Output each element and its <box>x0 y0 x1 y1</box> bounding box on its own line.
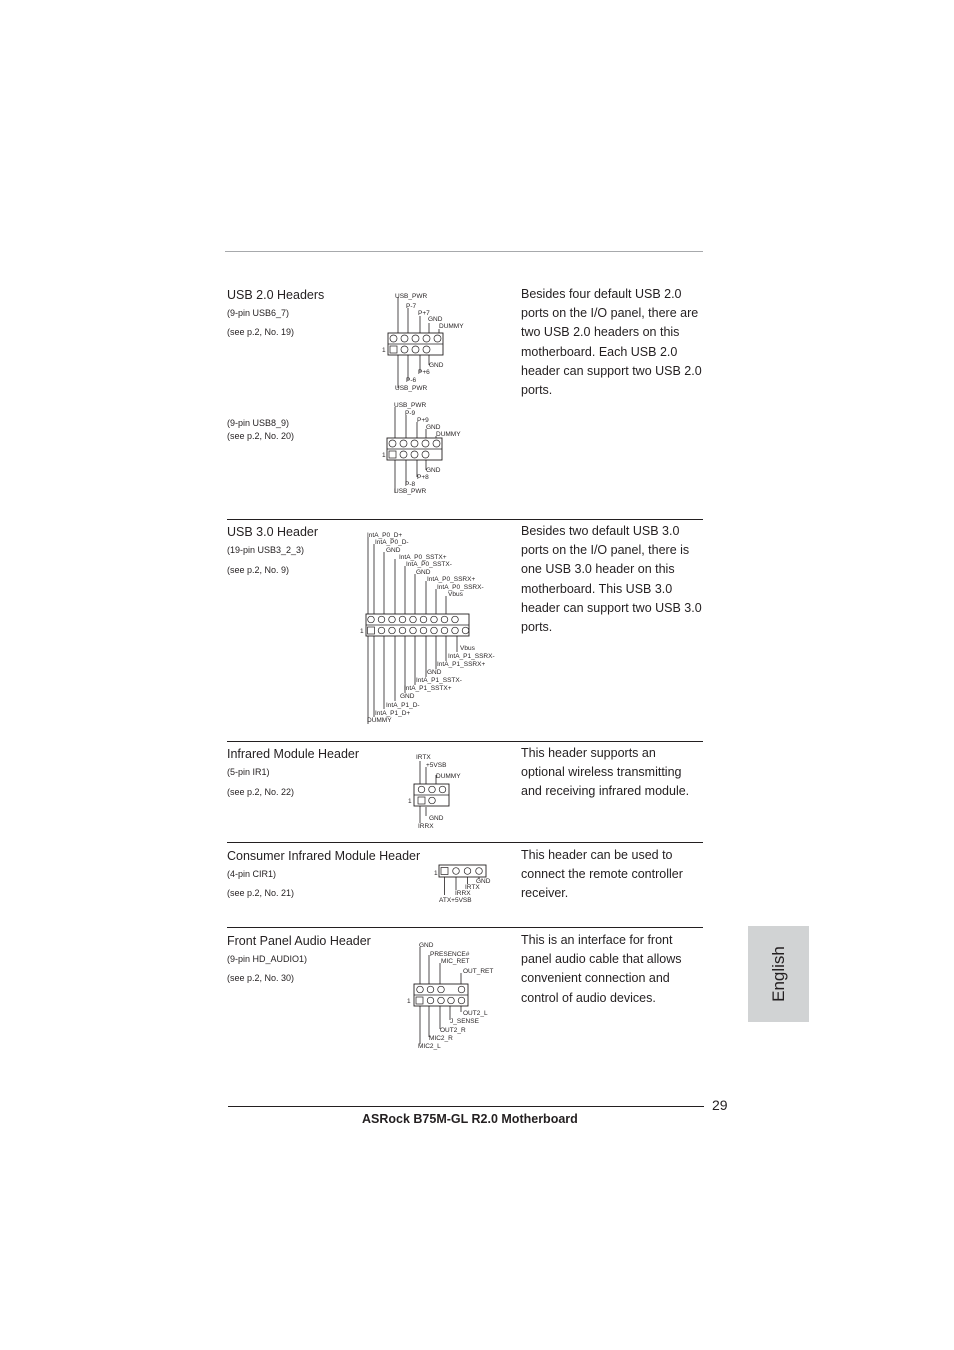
pin-label: GND <box>419 942 434 949</box>
top-rule <box>225 251 703 252</box>
section-divider <box>227 842 703 843</box>
cir-title: Consumer Infrared Module Header <box>227 849 421 863</box>
language-tab <box>748 926 809 1022</box>
desc-line: receiver. <box>521 886 569 901</box>
pin1-label: 1 <box>408 798 412 805</box>
pin-label: IntA_P1_SSTX- <box>416 677 462 684</box>
pin-label: MIC_RET <box>441 958 470 965</box>
desc-line: ports. <box>521 620 553 635</box>
pin-label: +5VSB <box>426 762 447 769</box>
pin-label: P-6 <box>406 377 417 384</box>
pin-label: IntA_P0_D+ <box>367 532 403 539</box>
pin-label: USB_PWR <box>395 385 428 392</box>
usb2-title: USB 2.0 Headers <box>227 288 325 302</box>
desc-line: control of audio devices. <box>521 990 656 1005</box>
cir-ref: (see p.2, No. 21) <box>227 888 295 898</box>
pin-label: GND <box>427 669 442 676</box>
cir-description <box>521 846 709 904</box>
pin-label: P+7 <box>418 310 430 317</box>
desc-line: ports. <box>521 383 553 398</box>
audio-description <box>521 931 709 1008</box>
usb3-sub: (19-pin USB3_2_3) <box>227 545 305 555</box>
pin-label: GND <box>426 424 441 431</box>
desc-line: two USB 2.0 headers on this <box>521 325 680 340</box>
pin-label: IRRX <box>418 823 434 830</box>
audio-pin-diagram <box>405 938 495 1053</box>
section-divider <box>227 519 703 520</box>
pin-label: OUT_RET <box>463 968 494 975</box>
desc-line: This header supports an <box>521 746 656 760</box>
desc-line: one USB 3.0 header on this <box>521 562 675 577</box>
pin-label: DUMMY <box>439 323 464 330</box>
pin-label: MIC2_R <box>429 1035 453 1042</box>
desc-line: motherboard. Each USB 2.0 <box>521 344 678 359</box>
pin-label: IntA_P1_SSTX+ <box>404 685 452 692</box>
pin-label: P-9 <box>405 410 416 417</box>
pin-label: GND <box>429 815 444 822</box>
pin-label: IRTX <box>416 754 431 761</box>
pin-label: PRESENCE# <box>430 951 470 958</box>
footer-text: ASRock B75M-GL R2.0 Motherboard <box>362 1112 578 1126</box>
footer-rule <box>228 1106 704 1107</box>
usb2-ref1: (see p.2, No. 19) <box>227 327 295 337</box>
desc-line: This header can be used to <box>521 848 673 862</box>
desc-line: and receiving infrared module. <box>521 784 690 799</box>
desc-line: ports on the I/O panel, there is <box>521 543 690 558</box>
audio-sub: (9-pin HD_AUDIO1) <box>227 954 308 964</box>
pin-label: IntA_P1_D- <box>386 702 420 709</box>
pin-label: DUMMY <box>436 431 461 438</box>
desc-line: header can support two USB 2.0 <box>521 363 702 378</box>
pin-label: P+8 <box>417 474 429 481</box>
pin-label: GND <box>428 316 443 323</box>
pin-label: MIC2_L <box>418 1043 441 1050</box>
ir-description <box>521 744 709 802</box>
page-number: 29 <box>712 1097 728 1113</box>
pin-label: DUMMY <box>367 717 392 724</box>
pin-label: P+6 <box>418 369 430 376</box>
ir-title: Infrared Module Header <box>227 747 360 761</box>
language-tab-label: English <box>768 946 788 1002</box>
usb2-sub1: (9-pin USB6_7) <box>227 308 290 318</box>
desc-line: Besides four default USB 2.0 <box>521 287 682 301</box>
pin-label: Vbus <box>448 591 463 598</box>
pin1-label: 1 <box>382 347 386 354</box>
cir-sub: (4-pin CIR1) <box>227 869 277 879</box>
desc-line: Besides two default USB 3.0 <box>521 524 680 538</box>
pin-label: IRTX <box>465 884 480 891</box>
usb3-description <box>521 522 709 637</box>
usb3-pin-diagram <box>358 528 508 728</box>
usb8-9-pin-diagram <box>380 398 480 498</box>
pin-label: OUT2_R <box>440 1027 466 1034</box>
desc-line: connect the remote controller <box>521 867 683 882</box>
pin-label: IntA_P0_SSRX- <box>437 584 484 591</box>
usb3-title: USB 3.0 Header <box>227 525 319 539</box>
pin-label: ATX+5VSB <box>439 897 472 904</box>
pin1-label: 1 <box>407 998 411 1005</box>
pin-label: GND <box>416 569 431 576</box>
pin-label: Vbus <box>460 645 475 652</box>
pin-label: IntA_P0_D- <box>375 539 409 546</box>
pin-label: USB_PWR <box>394 402 427 409</box>
desc-line: convenient connection and <box>521 971 670 986</box>
pin-label: DUMMY <box>436 773 461 780</box>
ir-sub: (5-pin IR1) <box>227 767 270 777</box>
pin-label: GND <box>476 878 491 885</box>
pin-label: GND <box>426 467 441 474</box>
pin-label: USB_PWR <box>394 488 427 495</box>
pin-label: OUT2_L <box>463 1010 488 1017</box>
usb6-7-pin-diagram <box>380 288 480 398</box>
pin-label: USB_PWR <box>395 293 428 300</box>
desc-line: ports on the I/O panel, there are <box>521 306 699 321</box>
usb2-ref2: (see p.2, No. 20) <box>227 431 295 441</box>
audio-ref: (see p.2, No. 30) <box>227 973 295 983</box>
pin1-label: 1 <box>434 870 438 877</box>
usb2-description <box>521 285 709 400</box>
ir-pin-diagram <box>405 752 475 832</box>
usb3-ref: (see p.2, No. 9) <box>227 565 290 575</box>
cir-pin-diagram <box>430 862 500 907</box>
pin-label: IntA_P1_SSRX+ <box>437 661 486 668</box>
pin-label: IRRX <box>455 890 471 897</box>
section-divider <box>227 741 703 742</box>
pin-label: IntA_P0_SSTX+ <box>399 554 447 561</box>
pin-label: GND <box>429 362 444 369</box>
pin-label: IntA_P1_SSRX- <box>448 653 495 660</box>
pin-label: GND <box>386 547 401 554</box>
pin-label: P-7 <box>406 303 417 310</box>
pin-label: P+9 <box>417 417 429 424</box>
pin1-label: 1 <box>382 452 386 459</box>
pin1-label: 1 <box>360 628 364 635</box>
pin-label: IntA_P0_SSTX- <box>406 561 452 568</box>
pin-label: J_SENSE <box>450 1018 479 1025</box>
pin-label: GND <box>400 693 415 700</box>
usb2-sub2: (9-pin USB8_9) <box>227 418 290 428</box>
pin-label: IntA_P1_D+ <box>375 710 411 717</box>
pin-label: IntA_P0_SSRX+ <box>427 576 476 583</box>
desc-line: panel audio cable that allows <box>521 952 682 967</box>
ir-ref: (see p.2, No. 22) <box>227 787 295 797</box>
desc-line: optional wireless transmitting <box>521 765 682 780</box>
pin-label: P-8 <box>405 481 416 488</box>
desc-line: This is an interface for front <box>521 933 673 947</box>
desc-line: motherboard. This USB 3.0 <box>521 581 673 596</box>
audio-title: Front Panel Audio Header <box>227 934 371 948</box>
desc-line: header can support two USB 3.0 <box>521 600 702 615</box>
section-divider <box>227 927 703 928</box>
